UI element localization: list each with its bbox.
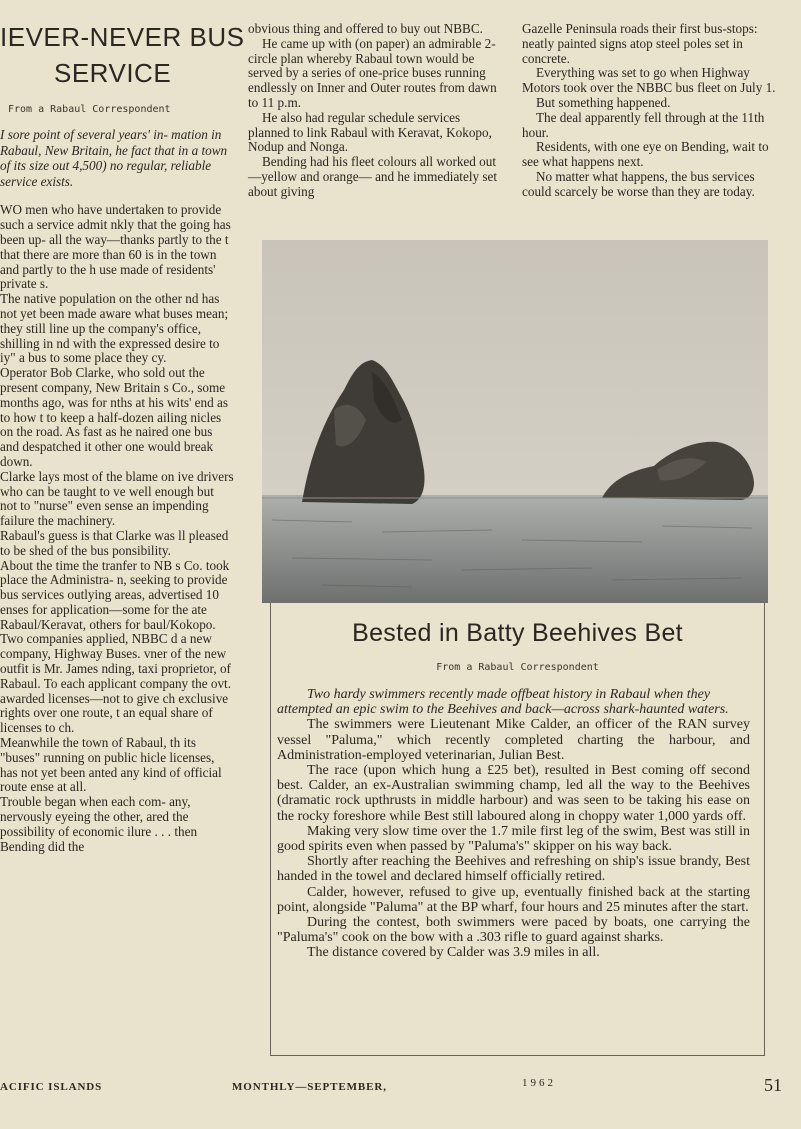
paragraph: WO men who have undertaken to provide such a service admit nkly that the going has been up- all the way—thanks partly to the t that there are more than 60 is in the town and partly to the h use made of residents' private s. bbox=[0, 202, 231, 292]
issue-year: 1962 bbox=[522, 1077, 556, 1089]
paragraph: Calder, however, refused to give up, eventually finished back at the starting point, alongside "Paluma" at the BP wharf, four hours and 25 minutes after the start. bbox=[277, 884, 750, 915]
article-intro: Two hardy swimmers recently made offbeat history in Rabaul when they attempted an epic swim to the Beehives and back—across shark-haunted waters. bbox=[277, 687, 729, 718]
paragraph: Gazelle Peninsula roads their first bus-stops: neatly painted signs atop steel poles set in concrete. bbox=[522, 21, 758, 66]
paragraph: Residents, with one eye on Bending, wait to see what happens next. bbox=[522, 139, 769, 170]
paragraph: But something happened. bbox=[536, 94, 671, 110]
paragraph: The distance covered by Calder was 3.9 miles in all. bbox=[307, 945, 600, 961]
article-intro: I sore point of several years' in- mation in Rabaul, New Britain, he fact that in a town of its size out 4,500) no regular, reliable service exists. bbox=[0, 127, 228, 189]
paragraph: Two companies applied, NBBC d a new company, Highway Buses. vner of the new outfit is Mr. James nding, taxi proprietor, of Rabaul. To each applicant company the ovt. awarded licenses—not to give ch exclusive rights over one route, t an equal share of licenses to ch. bbox=[0, 631, 232, 736]
paragraph: He came up with (on paper) an admirable 2-circle plan whereby Rabaul town would be served by a series of one-price buses running endlessly on Inner and Outer routes from dawn to 11 p.m. bbox=[248, 35, 497, 110]
publication-name: ACIFIC ISLANDS bbox=[0, 1081, 103, 1093]
right-column bbox=[522, 22, 776, 200]
page-number: 51 bbox=[764, 1075, 782, 1095]
boxed-article bbox=[270, 603, 765, 1056]
headline-line-1: IEVER-NEVER BUS bbox=[0, 22, 245, 52]
paragraph: Bending had his fleet colours all worked out—yellow and orange— and he immediately set about giving bbox=[248, 154, 498, 199]
paragraph: Shortly after reaching the Beehives and refreshing on ship's issue brandy, Best handed in the towel and declared himself officially retired. bbox=[277, 854, 750, 885]
paragraph: Making very slow time over the 1.7 mile first leg of the swim, Best was still in good spirits even when passed by "Paluma's" skipper on his way back. bbox=[277, 823, 750, 855]
page-footer bbox=[0, 1075, 790, 1099]
paragraph: During the contest, both swimmers were paced by boats, one carrying the "Paluma's" cook on the bow with a .303 rifle to guard against sharks. bbox=[277, 915, 750, 946]
article-title: Bested in Batty Beehives Bet bbox=[352, 619, 683, 647]
paragraph: Operator Bob Clarke, who sold out the present company, New Britain s Co., some months ago, was for nths at his wits' end as to how t to keep a half-dozen ailing nicles on the road. As fast as he naired one bus and despatched it other one would break down. bbox=[0, 365, 229, 469]
paragraph: Trouble began when each com- any, nervously eyeing the other, ared the possibility of economic ilure . . . then Bending did the bbox=[0, 794, 198, 854]
article-body bbox=[277, 717, 750, 960]
paragraph: Clarke lays most of the blame on ive drivers who can be taught to ve well enough but not to "nurse" even sense an impending failure the machinery. bbox=[0, 468, 234, 529]
paragraph: The native population on the other nd has not yet been made aware what buses mean; they still line up the company's office, shilling in nd with the expressed desire to iy" a bus to some place they cy. bbox=[0, 291, 229, 366]
byline: From a Rabaul Correspondent bbox=[436, 662, 599, 673]
left-article bbox=[0, 22, 245, 854]
issue-date: MONTHLY—SEPTEMBER, bbox=[232, 1081, 387, 1093]
paragraph: Meanwhile the town of Rabaul, th its "buses" running on public hicle licenses, has not yet been anted any kind of official route ense at all. bbox=[0, 735, 222, 795]
paragraph: The race (upon which hung a £25 bet), resulted in Best coming off second best. Calder, an ex-Australian swimming champ, led all the way to the Beehives (dramatic rock upthrusts in middle harbour) and was seen to be taking his ease on the rocky foreshore while Best still laboured along in choppy water 1,000 yards off. bbox=[277, 763, 750, 824]
paragraph: No matter what happens, the bus services could scarcely be worse than they are today. bbox=[522, 168, 755, 199]
paragraph: The deal apparently fell through at the 11th hour. bbox=[522, 109, 765, 140]
paragraph: About the time the tranfer to NB s Co. took place the Administra- n, seeking to provide bus services outlying areas, advertised 10 enses for application—some for the ate Rabaul/Keravat, others for baul/Kokopo. bbox=[0, 557, 230, 632]
middle-column bbox=[248, 22, 504, 200]
beehives-photo bbox=[262, 240, 768, 603]
paragraph: Everything was set to go when Highway Motors took over the NBBC bus fleet on July 1. bbox=[522, 65, 776, 96]
paragraph: Rabaul's guess is that Clarke was ll pleased to be shed of the bus ponsibility. bbox=[0, 527, 229, 558]
paragraph: The swimmers were Lieutenant Mike Calder, an officer of the RAN survey vessel "Paluma," which recently completed charting the harbour, and Administration-employed veterinarian, Julian Best. bbox=[277, 717, 750, 763]
byline: From a Rabaul Correspondent bbox=[8, 104, 171, 115]
headline-line-2: SERVICE bbox=[54, 58, 172, 88]
paragraph: obvious thing and offered to buy out NBBC. bbox=[248, 21, 483, 36]
article-body bbox=[0, 203, 234, 854]
paragraph: He also had regular schedule services planned to link Rabaul with Keravat, Kokopo, Nodup and Nonga. bbox=[248, 109, 492, 155]
